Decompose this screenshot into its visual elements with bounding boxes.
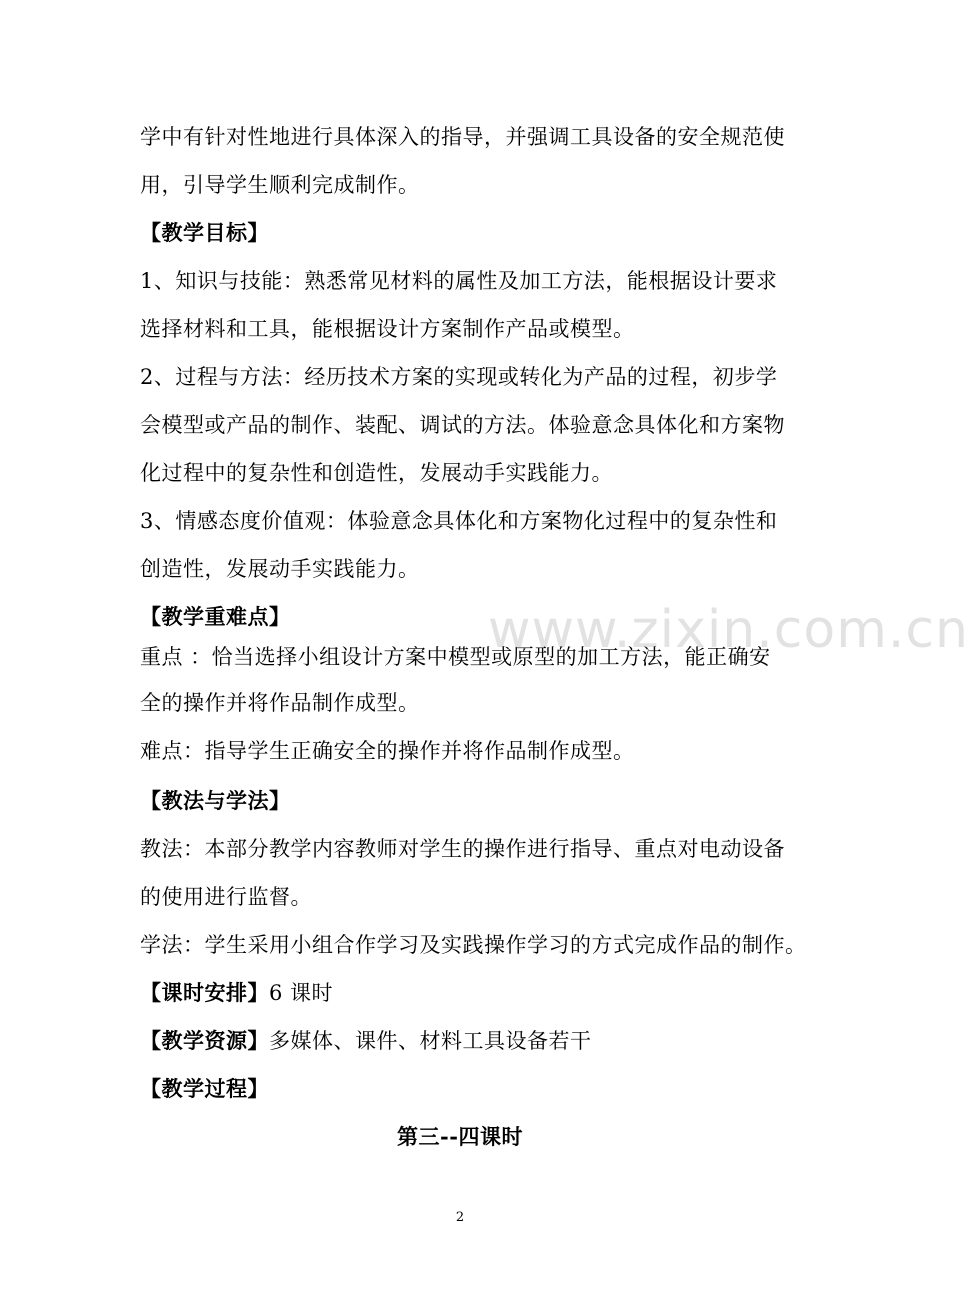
text-line: 化过程中的复杂性和创造性，发展动手实践能力。	[140, 461, 613, 485]
resources-value: 多媒体、课件、材料工具设备若干	[269, 1029, 592, 1053]
text-line: 难点：指导学生正确安全的操作并将作品制作成型。	[140, 739, 635, 763]
text-line: 创造性，发展动手实践能力。	[140, 557, 420, 581]
watermark: www.zixin.com.cn	[488, 600, 969, 660]
schedule-label: 【课时安排】	[140, 980, 269, 1005]
text-line: 2、过程与方法：经历技术方案的实现或转化为产品的过程，初步学	[140, 365, 778, 389]
text-line: 全的操作并将作品制作成型。	[140, 691, 420, 715]
resources-line	[140, 1026, 592, 1056]
page-number: 2	[455, 1210, 465, 1225]
text-line: 教法：本部分教学内容教师对学生的操作进行指导、重点对电动设备	[140, 837, 785, 861]
section-heading-process: 【教学过程】	[140, 1076, 269, 1101]
section-heading-objectives: 【教学目标】	[140, 220, 269, 245]
section-heading-key-points: 【教学重难点】	[140, 604, 291, 629]
text-line: 选择材料和工具，能根据设计方案制作产品或模型。	[140, 317, 635, 341]
text-line: 的使用进行监督。	[140, 885, 312, 909]
schedule-value: 6 课时	[269, 981, 334, 1005]
text-line: 学法：学生采用小组合作学习及实践操作学习的方式完成作品的制作。	[140, 933, 807, 957]
text-line: 3、情感态度价值观：体验意念具体化和方案物化过程中的复杂性和	[140, 509, 778, 533]
text-line: 学中有针对性地进行具体深入的指导，并强调工具设备的安全规范使	[140, 125, 785, 149]
section-heading-methods: 【教法与学法】	[140, 788, 291, 813]
text-line: 1、知识与技能：熟悉常见材料的属性及加工方法，能根据设计要求	[140, 269, 778, 293]
resources-label: 【教学资源】	[140, 1028, 269, 1053]
section-title: 第三--四课时	[397, 1124, 523, 1149]
text-line: 重点 ：恰当选择小组设计方案中模型或原型的加工方法，能正确安	[140, 645, 771, 669]
schedule-line	[140, 978, 333, 1008]
text-line: 会模型或产品的制作、装配、调试的方法。体验意念具体化和方案物	[140, 413, 785, 437]
text-line: 用，引导学生顺利完成制作。	[140, 173, 420, 197]
